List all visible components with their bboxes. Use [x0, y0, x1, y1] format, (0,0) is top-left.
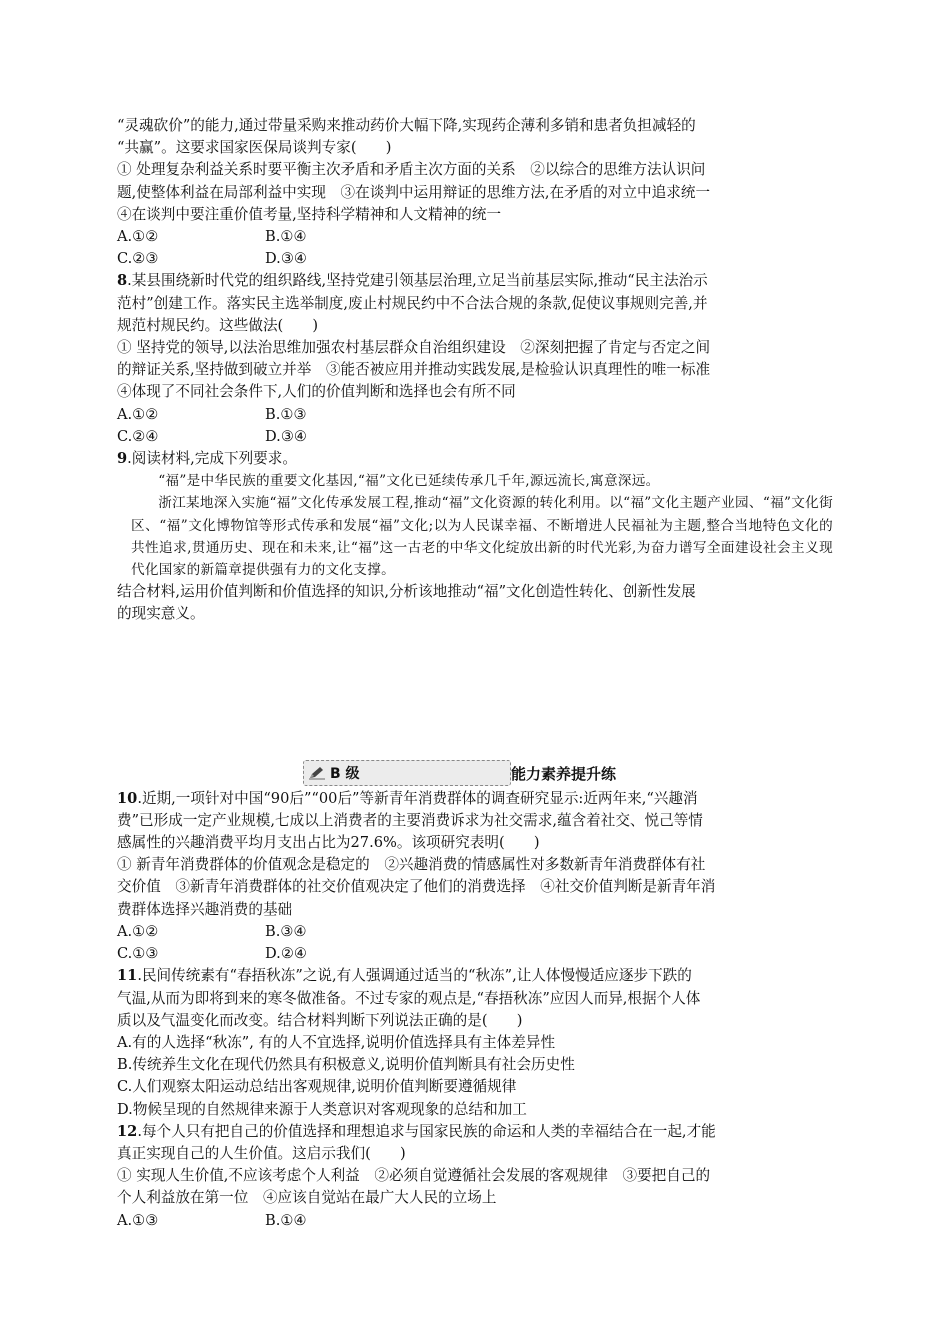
stem-text: .某县围绕新时代党的组织路线,坚持党建引领基层治理,立足当前基层实际,推动“民主法治示 [127, 272, 708, 290]
option-b[interactable]: B.①④ [265, 1211, 307, 1229]
options-row [117, 404, 833, 426]
material-paragraph: “福”是中华民族的重要文化基因,“福”文化已延续传承几千年,源远流长,寓意深远。 [158, 473, 660, 490]
question-8 [117, 270, 833, 448]
stem-text: .民间传统素有“春捂秋冻”之说,有人强调通过适当的“秋冻”,让人体慢慢适应逐步下跌的 [137, 967, 692, 985]
option-d[interactable]: D.物候呈现的自然规律来源于人类意识对客观现象的总结和加工 [117, 1100, 527, 1118]
stem-line: 范村”创建工作。落实民主选举制度,废止村规民约中不合法合规的条款,促使议事规则完善,并 [117, 294, 708, 312]
option-c[interactable]: C.人们观察太阳运动总结出客观规律,说明价值判断要遵循规律 [117, 1078, 517, 1096]
stem-line: 规范村规民约。这些做法( ) [117, 316, 319, 334]
option-c[interactable]: C.①③ [117, 945, 159, 963]
statement-line: ④体现了不同社会条件下,人们的价值判断和选择也会有所不同 [117, 383, 516, 401]
statement-line: ① 新青年消费群体的价值观念是稳定的 ②兴趣消费的情感属性对多数新青年消费群体有社 [117, 856, 706, 874]
option-a[interactable]: A.①② [117, 405, 159, 423]
stem-line: “共赢”。这要求国家医保局谈判专家( ) [117, 139, 392, 157]
option-d[interactable]: D.③④ [265, 427, 307, 445]
stem-text: .阅读材料,完成下列要求。 [127, 450, 297, 468]
option-d[interactable]: D.③④ [265, 250, 307, 268]
statement-line: 费群体选择兴趣消费的基础 [117, 900, 293, 918]
option-a[interactable]: A.①③ [117, 1211, 159, 1229]
option-b[interactable]: B.①④ [265, 228, 307, 246]
stem-line: “灵魂砍价”的能力,通过带量采购来推动药价大幅下降,实现药企薄利多销和患者负担减轻的 [117, 117, 696, 134]
material-paragraph: 浙江某地深入实施“福”文化传承发展工程,推动“福”文化资源的转化利用。以“福”文化主题产业园、“福”文化街区、“福”文化博物馆等形式传承和发展“福”文化;以为人民谋幸福、不断增进人民福祉为主题,整合当地特色文化的共性追求,贯通历史、现在和未来,让“福”这一古老的中华文化绽放出新的时代光彩,为奋力谱写全面建设社会主义现代化国家的新篇章提供强有力的文化支撑。 [131, 495, 833, 579]
requirement-line: 结合材料,运用价值判断和价值选择的知识,分析该地推动“福”文化创造性转化、创新性发展 [117, 583, 696, 601]
question-number: 10 [117, 789, 138, 807]
option-b[interactable]: B.传统养生文化在现代仍然具有积极意义,说明价值判断具有社会历史性 [117, 1056, 575, 1074]
stem-line: 感属性的兴趣消费平均月支出占比为27.6%。该项研究表明( ) [117, 834, 540, 852]
stem-line: 费”已形成一定产业规模,七成以上消费者的主要消费诉求为社交需求,蕴含着社交、悦己等情 [117, 811, 703, 829]
options-row [117, 248, 833, 270]
stem-line [117, 965, 833, 987]
option-b[interactable]: B.①③ [265, 405, 307, 423]
question-number: 9 [117, 450, 128, 468]
stem-text: .每个人只有把自己的价值选择和理想追求与国家民族的命运和人类的幸福结合在一起,才能 [137, 1122, 716, 1140]
option-a[interactable]: A.有的人选择“秋冻”, 有的人不宜选择,说明价值选择具有主体差异性 [117, 1033, 556, 1051]
section-banner [117, 760, 833, 786]
section-title: 能力素养提升练 [511, 764, 617, 783]
stem-line: 质以及气温变化而改变。结合材料判断下列说法正确的是( ) [117, 1011, 523, 1029]
statement-line: 交价值 ③新青年消费群体的社交价值观决定了他们的消费选择 ④社交价值判断是新青年消 [117, 878, 716, 896]
statement-line: ① 处理复杂利益关系时要平衡主次矛盾和矛盾主次方面的关系 ②以综合的思维方法认识问 [117, 161, 706, 179]
statement-line: ① 坚持党的领导,以法治思维加强农村基层群众自治组织建设 ②深刻把握了肯定与否定之间 [117, 339, 711, 357]
stem-line [117, 270, 833, 292]
option-c[interactable]: C.②④ [117, 427, 159, 445]
level-label: B 级 [330, 765, 360, 782]
question-number: 8 [117, 272, 128, 290]
options-row [117, 226, 833, 248]
statement-line: 题,使整体利益在局部利益中实现 ③在谈判中运用辩证的思维方法,在矛盾的对立中追求统一 [117, 183, 711, 201]
level-badge [303, 760, 511, 786]
statement-line: 的辩证关系,坚持做到破立并举 ③能否被应用并推动实践发展,是检验认识真理性的唯一标准 [117, 361, 711, 379]
stem-line [117, 788, 833, 810]
option-d[interactable]: D.②④ [265, 945, 307, 963]
statement-line: 个人利益放在第一位 ④应该自觉站在最广大人民的立场上 [117, 1189, 497, 1207]
exam-page [117, 115, 833, 1232]
stem-line: 气温,从而为即将到来的寒冬做准备。不过专家的观点是,“春捂秋冻”应因人而异,根据个人体 [117, 989, 701, 1007]
question-10 [117, 788, 833, 966]
statement-line: ① 实现人生价值,不应该考虑个人利益 ②必须自觉遵循社会发展的客观规律 ③要把自己的 [117, 1167, 711, 1185]
question-7-continued [117, 115, 833, 270]
stem-text: .近期,一项针对中国“90后”“00后”等新青年消费群体的调查研究显示:近两年来,“兴趣消 [137, 789, 698, 807]
question-11 [117, 965, 833, 1120]
pencil-icon [308, 766, 326, 780]
stem-line [117, 1121, 833, 1143]
options-row [117, 943, 833, 965]
options-row [117, 921, 833, 943]
question-12 [117, 1121, 833, 1232]
answer-space[interactable] [117, 626, 833, 754]
option-b[interactable]: B.③④ [265, 922, 307, 940]
question-number: 11 [117, 967, 138, 985]
question-9 [117, 448, 833, 754]
option-a[interactable]: A.①② [117, 922, 159, 940]
reading-material [131, 470, 833, 581]
requirement-line: 的现实意义。 [117, 605, 205, 623]
option-a[interactable]: A.①② [117, 228, 159, 246]
statement-line: ④在谈判中要注重价值考量,坚持科学精神和人文精神的统一 [117, 205, 502, 223]
stem-line [117, 448, 833, 470]
stem-line: 真正实现自己的人生价值。这启示我们( ) [117, 1144, 406, 1162]
option-c[interactable]: C.②③ [117, 250, 159, 268]
options-row [117, 1210, 833, 1232]
options-row [117, 426, 833, 448]
question-number: 12 [117, 1122, 138, 1140]
